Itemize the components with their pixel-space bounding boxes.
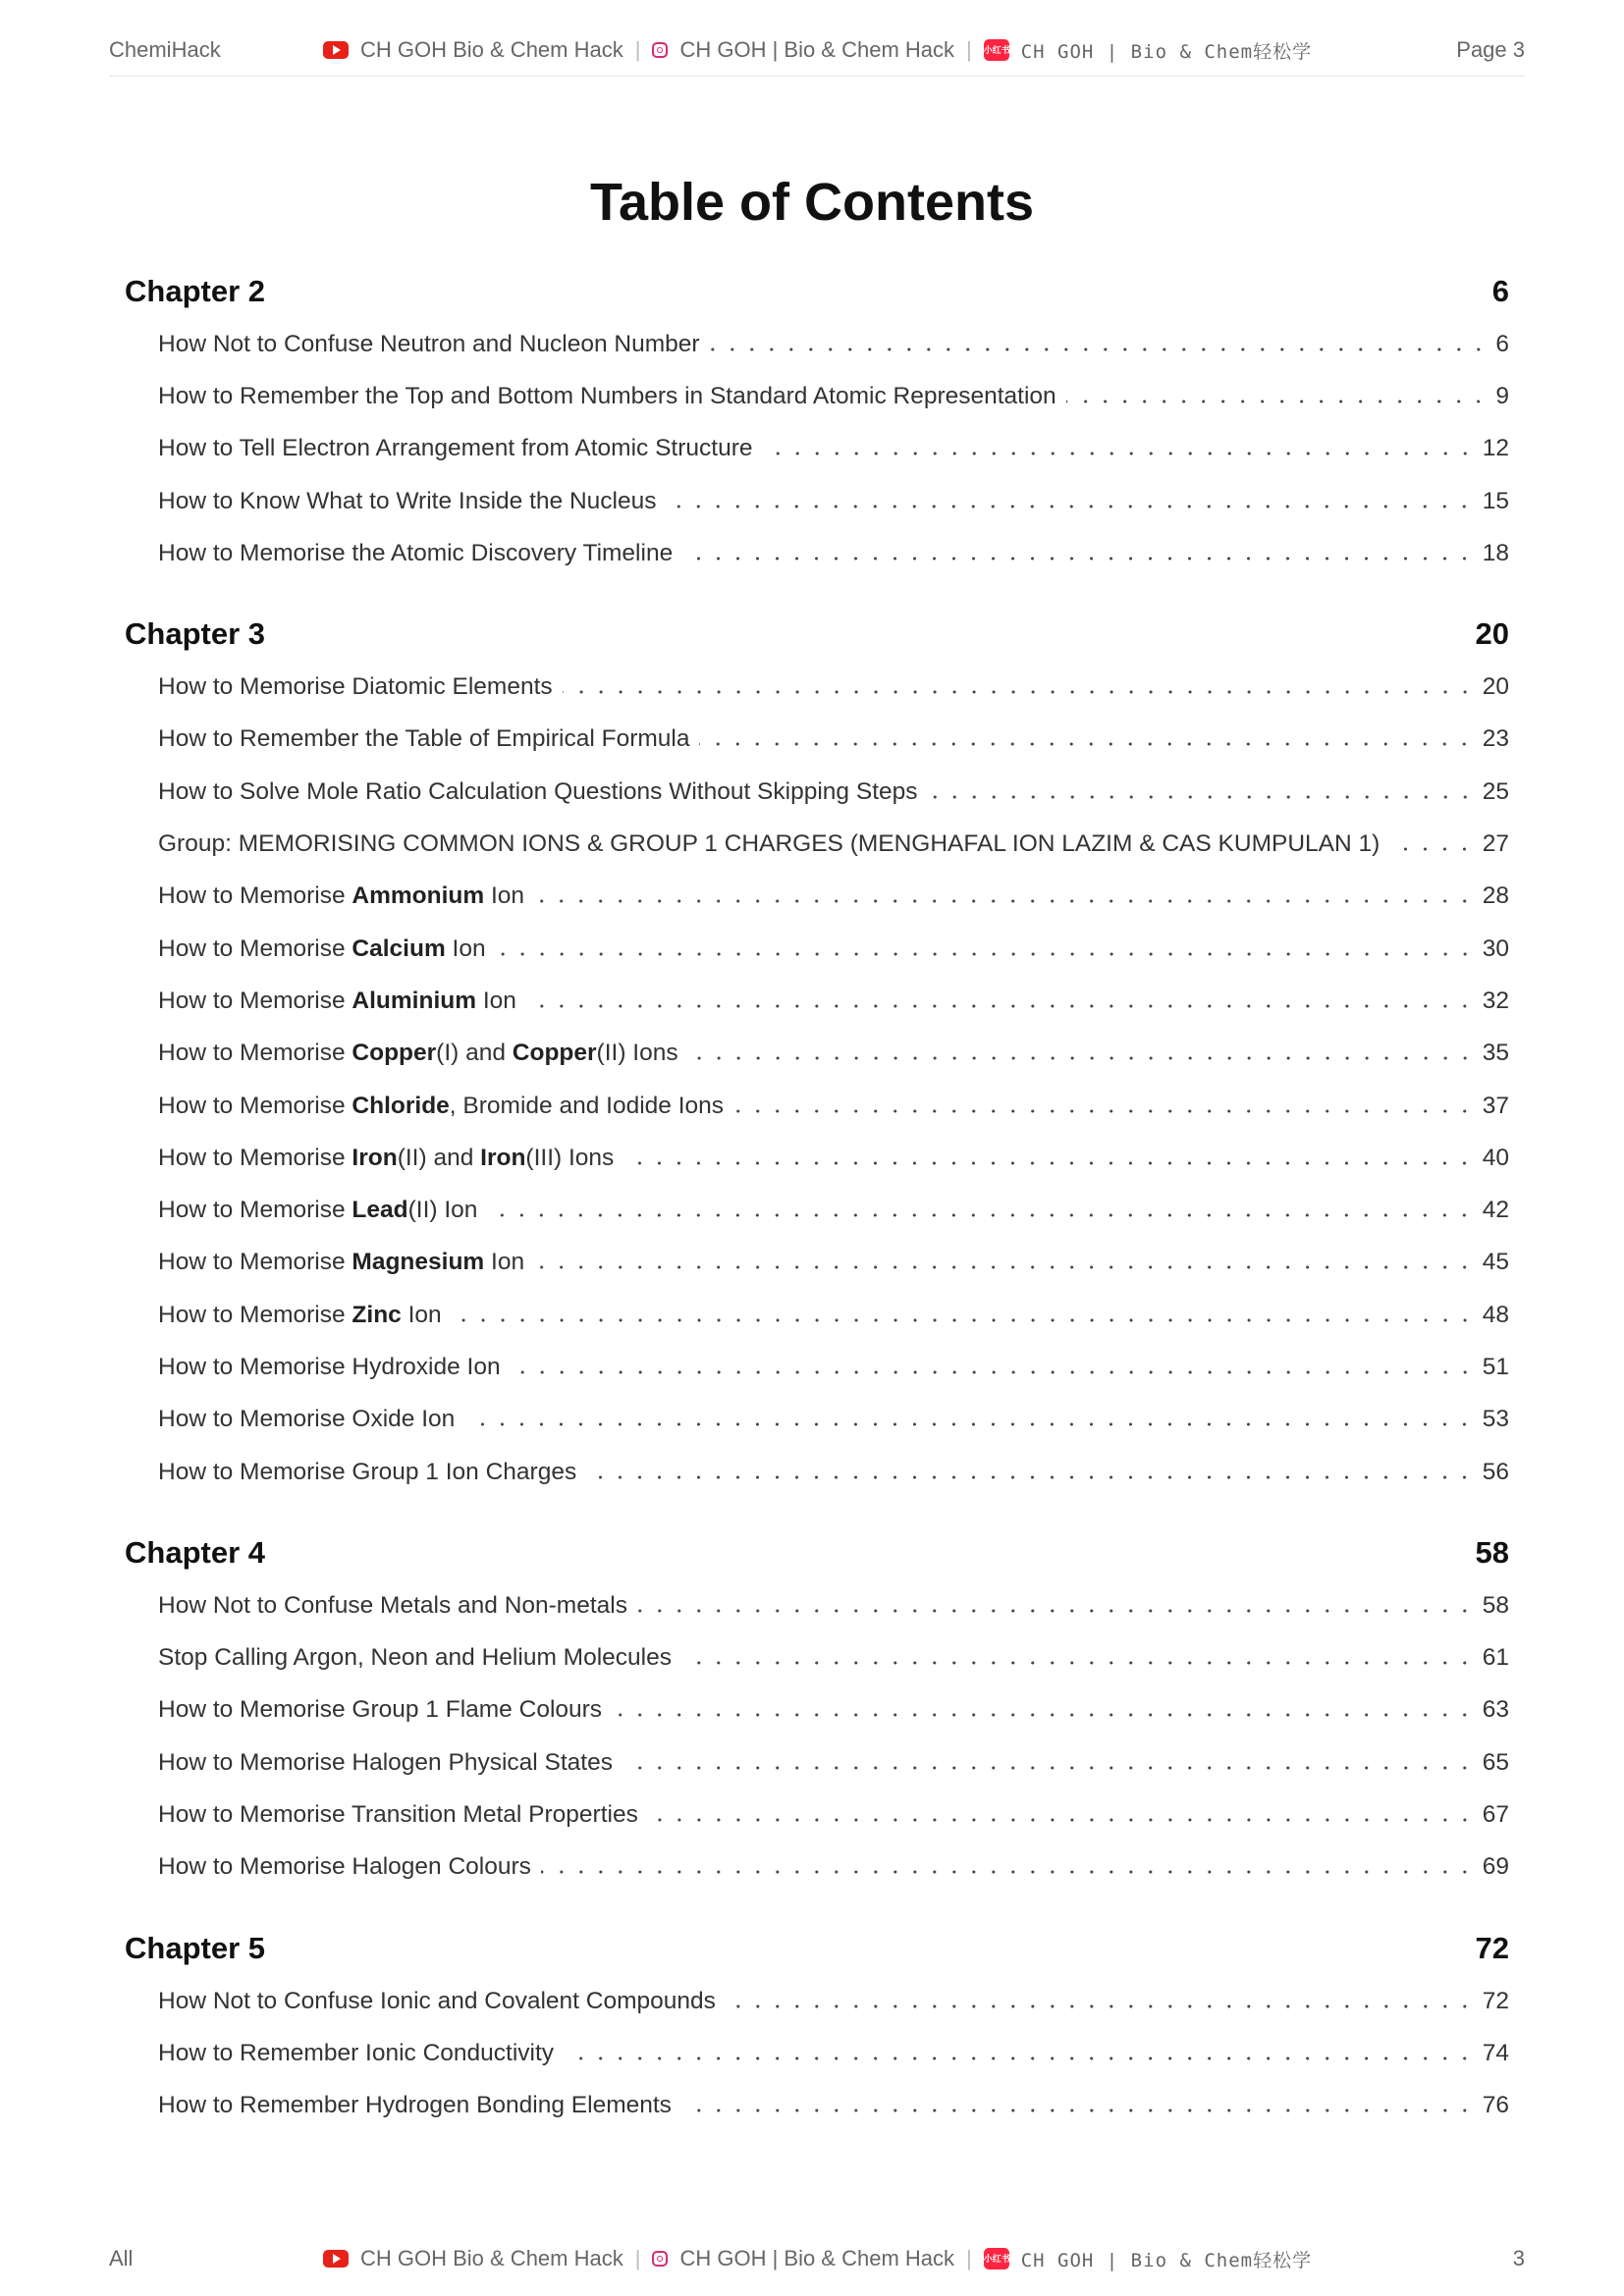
youtube-icon (323, 41, 349, 59)
toc-entry-page: 27 (1482, 830, 1509, 858)
toc-entry[interactable] (158, 975, 1509, 1027)
page-label: Page 3 (1456, 37, 1525, 62)
toc-entry-page: 58 (1482, 1591, 1509, 1619)
toc-entry[interactable] (158, 1975, 1509, 2027)
toc-entry-text: How to Memorise Transition Metal Properties (158, 1801, 638, 1829)
toc-entry-title (158, 1592, 637, 1620)
toc-entry-page: 61 (1482, 1644, 1509, 1672)
toc-entry-text: (III) Ions (525, 1144, 615, 1171)
header-instagram-link[interactable] (652, 37, 954, 63)
dot-leader (623, 1150, 1474, 1176)
dot-leader (688, 1045, 1475, 1071)
toc-entry[interactable] (158, 1736, 1509, 1789)
toc-entry[interactable] (158, 423, 1509, 475)
toc-entry-text: How to Memorise Halogen Colours (158, 1853, 531, 1881)
toc-entry-text: How to Memorise (158, 1040, 352, 1067)
toc-entry-title (158, 1853, 541, 1881)
toc-entry-title (158, 882, 534, 910)
dot-leader (648, 1807, 1475, 1833)
toc-entry-title (158, 673, 563, 701)
toc-entry[interactable] (158, 1632, 1509, 1684)
toc-entry-title (158, 1249, 534, 1276)
xiaohongshu-icon: 小红书 (984, 39, 1009, 61)
dot-leader (682, 546, 1475, 571)
toc-entry-page: 45 (1482, 1249, 1509, 1276)
toc-entry-keyword: Lead (352, 1197, 408, 1224)
toc-entry-title (158, 1302, 452, 1329)
toc-entry-title (158, 988, 526, 1015)
chapter-page: 20 (1475, 616, 1509, 652)
chapter-gap (125, 1498, 1509, 1526)
youtube-icon (323, 2250, 349, 2268)
dot-leader (733, 1098, 1475, 1124)
toc-entry-title (158, 2040, 564, 2067)
toc-entry-text: Group: MEMORISING COMMON IONS & GROUP 1 CHARGES (MENGHAFAL ION LAZIM & CAS KUMPULAN 1) (158, 830, 1380, 858)
toc-entry-page: 51 (1482, 1353, 1509, 1380)
chapter-gap (125, 1894, 1509, 1922)
toc-entry[interactable] (158, 527, 1509, 579)
dot-leader (637, 1598, 1475, 1624)
toc-entry-text: Ion (445, 934, 486, 962)
toc-entry[interactable] (158, 1842, 1509, 1894)
xiaohongshu-icon: 小红书 (984, 2248, 1009, 2269)
instagram-icon (652, 2251, 668, 2267)
toc-entry-page: 18 (1482, 539, 1509, 566)
toc-entry-page: 15 (1482, 487, 1509, 514)
dot-leader (623, 1755, 1475, 1781)
toc-entry-title (158, 2092, 681, 2119)
toc-entry-title (158, 1988, 726, 2015)
toc-entry-keyword: Zinc (352, 1301, 402, 1328)
toc-entry-text: How to Remember the Top and Bottom Numbers in Standard Atomic Representation (158, 382, 1056, 409)
toc-entry[interactable] (158, 818, 1509, 870)
toc-entry-text: (II) and (397, 1144, 481, 1171)
dot-leader (1066, 389, 1489, 414)
dot-leader (612, 1702, 1475, 1728)
toc-entry-title (158, 1644, 681, 1672)
toc-entry-page: 32 (1482, 987, 1509, 1014)
header-xiaohongshu-label: CH GOH | Bio & Chem轻松学 (1020, 40, 1313, 63)
toc-entry-text: How to Remember Ionic Conductivity (158, 2039, 555, 2066)
toc-entry[interactable] (158, 318, 1509, 370)
chapter-heading[interactable] (125, 608, 1509, 661)
toc-entry-text: How Not to Confuse Ionic and Covalent Compounds (158, 1987, 716, 2014)
toc-entry-keyword: Calcium (352, 934, 446, 962)
toc-entry-title (158, 1406, 464, 1433)
toc-entry-page: 48 (1482, 1301, 1509, 1328)
page-title: Table of Contents (590, 173, 1034, 232)
toc-entry-title (158, 383, 1066, 410)
toc-entry-text: How to Know What to Write Inside the Nucleus (158, 487, 657, 514)
toc-entry-text: (II) Ion (407, 1197, 478, 1224)
toc-entry-page: 53 (1482, 1406, 1509, 1433)
toc-entry-page: 37 (1482, 1092, 1509, 1119)
toc-entry-page: 63 (1482, 1696, 1509, 1724)
chapter-gap (125, 579, 1509, 608)
dot-leader (763, 441, 1475, 466)
dot-leader (511, 1360, 1475, 1385)
chapter-heading[interactable] (125, 1922, 1509, 1975)
toc-entry-title (158, 830, 1389, 858)
footer-xiaohongshu-label: CH GOH | Bio & Chem轻松学 (1020, 2249, 1313, 2271)
toc-entry-page: 40 (1482, 1144, 1509, 1171)
dot-leader (666, 494, 1474, 519)
chapter-title: Chapter 3 (125, 616, 265, 652)
toc-entry-page: 23 (1482, 725, 1509, 753)
toc-entry-text: How to Memorise (158, 1249, 352, 1276)
toc-entry-title (158, 540, 682, 567)
toc-entry-page: 6 (1495, 330, 1509, 357)
toc-entry-page: 74 (1482, 2039, 1509, 2066)
separator: | (634, 2246, 641, 2270)
toc-entry-page: 67 (1482, 1801, 1509, 1829)
footer-left-label: All (109, 2246, 134, 2270)
toc-entry-title (158, 435, 763, 462)
header-instagram-label: CH GOH | Bio & Chem Hack (679, 37, 955, 62)
toc-entry-title (158, 778, 928, 806)
toc-entry[interactable] (158, 923, 1509, 975)
toc-entry-page: 42 (1482, 1197, 1509, 1224)
toc-entry-text: How to Memorise Diatomic Elements (158, 673, 553, 701)
toc-entry-text: How to Memorise (158, 987, 352, 1014)
header-xiaohongshu-link[interactable] (984, 37, 1312, 64)
dot-leader (1389, 836, 1474, 862)
toc-entry-page: 56 (1482, 1458, 1509, 1485)
dot-leader (534, 1255, 1475, 1280)
footer-page-number: 3 (1512, 2246, 1525, 2270)
toc-entry-text: (I) and (436, 1040, 513, 1067)
toc-entry-title (158, 935, 496, 963)
toc-entry-page: 65 (1482, 1748, 1509, 1776)
dot-leader (726, 1994, 1475, 2019)
toc-entry-text: How to Memorise the Atomic Discovery Timeline (158, 539, 674, 566)
chapter-title: Chapter 5 (125, 1931, 265, 1966)
chapter-page: 72 (1475, 1931, 1509, 1966)
header-youtube-label: CH GOH Bio & Chem Hack (360, 37, 623, 62)
chapter-heading[interactable] (125, 265, 1509, 318)
footer-socials (323, 2246, 1312, 2272)
toc-entry-title (158, 1801, 648, 1829)
dot-leader (563, 679, 1475, 705)
toc-entry[interactable] (158, 766, 1509, 818)
dot-leader (586, 1465, 1475, 1490)
chapter-heading[interactable] (125, 1526, 1509, 1579)
toc-entry[interactable] (158, 1394, 1509, 1446)
toc-entry-text: How to Memorise Halogen Physical States (158, 1748, 613, 1776)
toc-entry[interactable] (158, 1341, 1509, 1393)
dot-leader (496, 941, 1475, 967)
dot-leader (487, 1202, 1474, 1228)
toc-entry[interactable] (158, 1446, 1509, 1498)
toc-entry[interactable] (158, 661, 1509, 713)
toc-entry-keyword: Aluminium (352, 987, 477, 1014)
toc-entry-text: How to Memorise Group 1 Flame Colours (158, 1696, 603, 1724)
toc-entry-page: 12 (1482, 435, 1509, 462)
toc-entry-title (158, 1696, 612, 1724)
header-divider (109, 76, 1525, 77)
toc-entry-text: How to Solve Mole Ratio Calculation Questions Without Skipping Steps (158, 777, 918, 805)
toc-entry-text: Stop Calling Argon, Neon and Helium Molecules (158, 1644, 672, 1672)
toc-entry-title (158, 725, 699, 753)
chapter-page: 6 (1491, 274, 1509, 308)
toc-entry-page: 69 (1482, 1853, 1509, 1881)
footer-instagram-label: CH GOH | Bio & Chem Hack (679, 2246, 955, 2270)
footer-youtube-label: CH GOH Bio & Chem Hack (360, 2246, 623, 2270)
toc-entry-title (158, 1354, 511, 1381)
dot-leader (541, 1859, 1475, 1885)
toc-entry-page: 28 (1482, 882, 1509, 910)
toc-entry-keyword: Ammonium (352, 882, 485, 910)
dot-leader (710, 337, 1489, 362)
toc-entry-text: How to Remember the Table of Empirical Formula (158, 725, 690, 753)
toc-entry-text: (II) Ions (596, 1040, 678, 1067)
dot-leader (681, 2098, 1475, 2123)
toc-entry[interactable] (158, 871, 1509, 923)
toc-entry-text: How to Memorise Hydroxide Ion (158, 1353, 501, 1380)
footer-youtube-link[interactable] (323, 2246, 623, 2271)
toc-entry-title (158, 331, 710, 358)
toc-entry-text: Ion (476, 987, 516, 1014)
toc-entry[interactable] (158, 1579, 1509, 1631)
toc-entry-text: How Not to Confuse Metals and Non-metals (158, 1591, 627, 1619)
dot-leader (464, 1412, 1474, 1437)
toc-entry-title (158, 1197, 487, 1224)
toc-entry-text: How to Memorise (158, 882, 352, 910)
dot-leader (452, 1308, 1475, 1333)
toc-entry-text: Ion (484, 1249, 525, 1276)
footer-instagram-link[interactable] (652, 2246, 954, 2271)
separator: | (966, 2246, 972, 2270)
chapter-page: 58 (1475, 1535, 1509, 1571)
toc-entry-keyword: Iron (480, 1144, 526, 1171)
header-youtube-link[interactable] (323, 37, 623, 63)
toc-entry[interactable] (158, 1184, 1509, 1236)
toc-entry-text: How Not to Confuse Neutron and Nucleon Number (158, 330, 700, 357)
toc-entry[interactable] (158, 1684, 1509, 1736)
toc-entry-text: , Bromide and Iodide Ions (449, 1092, 724, 1119)
toc-entry[interactable] (158, 2027, 1509, 2079)
separator: | (634, 37, 641, 62)
footer-xiaohongshu-link[interactable] (984, 2246, 1312, 2272)
brand-name: ChemiHack (109, 37, 221, 62)
toc-entry[interactable] (158, 1132, 1509, 1184)
toc-entry-text: Ion (484, 882, 525, 910)
dot-leader (699, 731, 1474, 757)
toc-entry-title (158, 1749, 623, 1777)
toc-entry-title (158, 1459, 586, 1486)
toc-entry-keyword: Copper (512, 1040, 597, 1067)
toc-entry-text: How to Tell Electron Arrangement from Atomic Structure (158, 435, 753, 462)
toc-entry-text: Ion (401, 1301, 442, 1328)
toc-entry-text: How to Memorise (158, 934, 352, 962)
page-header (109, 33, 1525, 67)
toc-entry-page: 25 (1482, 777, 1509, 805)
dot-leader (681, 1650, 1475, 1676)
toc-entry[interactable] (158, 714, 1509, 766)
toc-entry-text: How to Memorise Oxide Ion (158, 1406, 456, 1433)
toc-entry-text: How to Memorise (158, 1301, 352, 1328)
dot-leader (564, 2046, 1475, 2071)
toc-entry-text: How to Memorise (158, 1092, 352, 1119)
toc-entry-page: 35 (1482, 1040, 1509, 1067)
toc-entry[interactable] (158, 370, 1509, 422)
dot-leader (928, 784, 1475, 810)
table-of-contents (125, 265, 1509, 2132)
toc-entry-title (158, 1093, 733, 1120)
toc-entry[interactable] (158, 1789, 1509, 1841)
dot-leader (526, 993, 1475, 1019)
toc-entry-title (158, 488, 666, 515)
toc-entry[interactable] (158, 2080, 1509, 2132)
chapter-title: Chapter 4 (125, 1535, 265, 1571)
dot-leader (534, 888, 1475, 914)
toc-entry-page: 30 (1482, 934, 1509, 962)
toc-entry-page: 72 (1482, 1987, 1509, 2014)
toc-entry[interactable] (158, 1080, 1509, 1132)
toc-entry-page: 76 (1482, 2092, 1509, 2119)
toc-entry-text: How to Memorise (158, 1144, 352, 1171)
chapter-title: Chapter 2 (125, 274, 265, 308)
page-footer (109, 2242, 1525, 2275)
toc-entry-keyword: Copper (352, 1040, 437, 1067)
separator: | (966, 37, 972, 62)
toc-entry[interactable] (158, 1028, 1509, 1080)
toc-entry-keyword: Chloride (352, 1092, 450, 1119)
toc-entry[interactable] (158, 475, 1509, 527)
toc-entry-title (158, 1145, 623, 1172)
toc-entry-keyword: Iron (352, 1144, 398, 1171)
toc-entry[interactable] (158, 1237, 1509, 1289)
instagram-icon (652, 42, 668, 58)
toc-entry-page: 9 (1495, 382, 1509, 409)
toc-entry-text: How to Remember Hydrogen Bonding Elements (158, 2092, 672, 2119)
toc-entry-text: How to Memorise Group 1 Ion Charges (158, 1458, 577, 1485)
toc-entry-keyword: Magnesium (352, 1249, 485, 1276)
toc-entry-title (158, 1040, 688, 1067)
header-socials (323, 37, 1312, 64)
toc-entry-text: How to Memorise (158, 1197, 352, 1224)
toc-entry[interactable] (158, 1289, 1509, 1341)
toc-entry-page: 20 (1482, 673, 1509, 701)
